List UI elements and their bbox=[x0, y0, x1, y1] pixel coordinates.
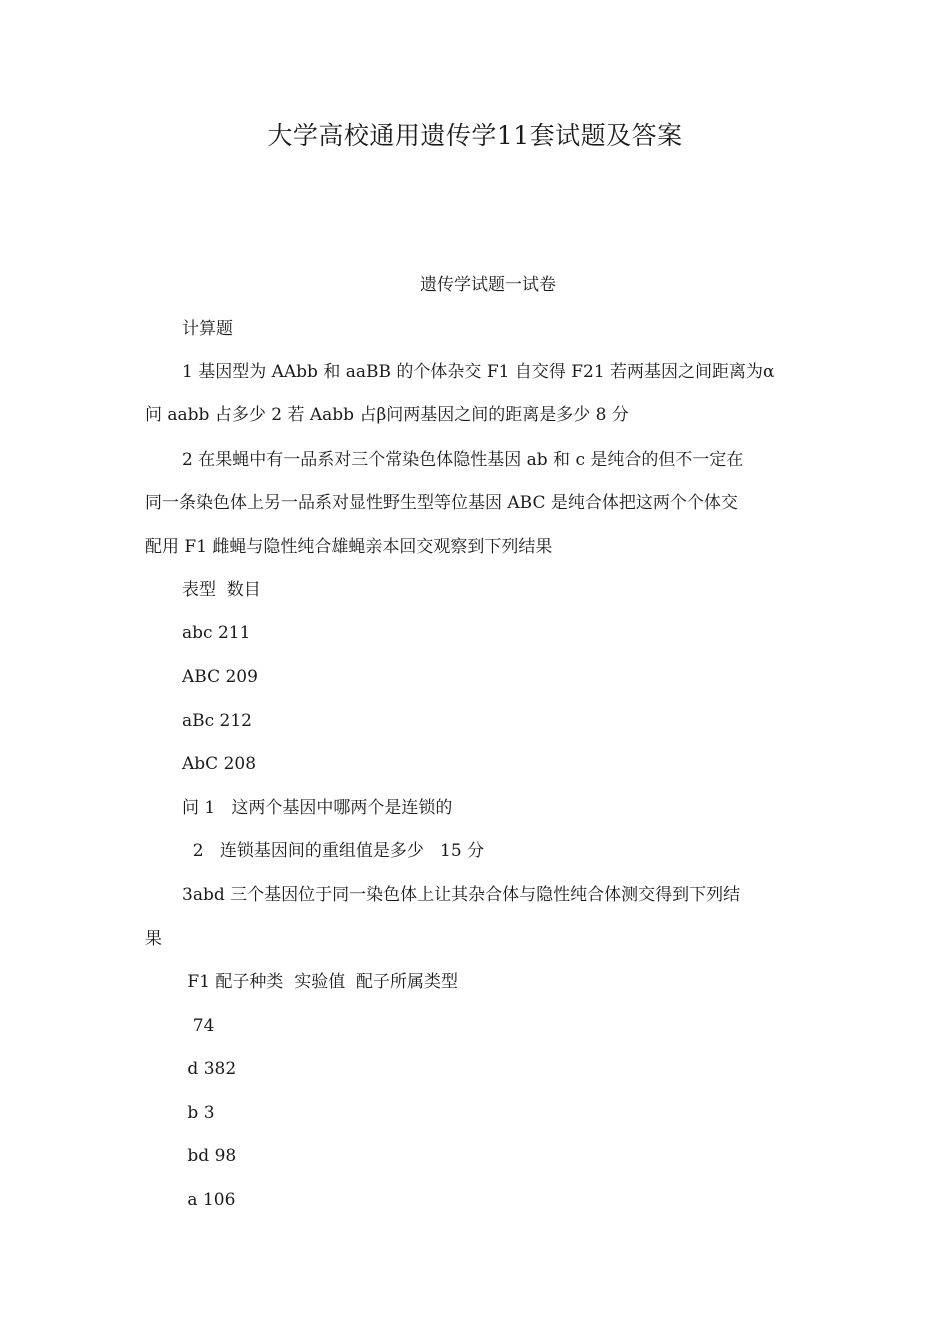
question-3-line-2: 果 bbox=[145, 929, 162, 949]
question-2-line-3: 配用 F1 雌蝇与隐性纯合雄蝇亲本回交观察到下列结果 bbox=[145, 537, 553, 557]
question-1-line-1: 1 基因型为 AAbb 和 aaBB 的个体杂交 F1 自交得 F21 若两基因之间距离为α bbox=[182, 362, 775, 382]
table-2-row: b 3 bbox=[182, 1103, 215, 1123]
document-title: 大学高校通用遗传学11套试题及答案 bbox=[267, 121, 683, 150]
section-heading: 计算题 bbox=[182, 319, 233, 339]
table-1-row: AbC 208 bbox=[182, 754, 257, 774]
table-2-row: a 106 bbox=[182, 1190, 236, 1210]
table-2-row: d 382 bbox=[182, 1059, 237, 1079]
question-1-line-2: 问 aabb 占多少 2 若 Aabb 占β问两基因之间的距离是多少 8 分 bbox=[145, 405, 629, 425]
table-2-header: F1 配子种类 实验值 配子所属类型 bbox=[182, 972, 459, 992]
question-2-line-1: 2 在果蝇中有一品系对三个常染色体隐性基因 ab 和 c 是纯合的但不一定在 bbox=[182, 450, 744, 470]
table-1-header: 表型 数目 bbox=[182, 580, 261, 600]
table-1-row: aBc 212 bbox=[182, 711, 253, 731]
question-3-line-1: 3abd 三个基因位于同一染色体上让其杂合体与隐性纯合体测交得到下列结 bbox=[182, 885, 741, 905]
table-1-row: ABC 209 bbox=[182, 667, 258, 687]
table-1-row: abc 211 bbox=[182, 623, 251, 643]
question-2-line-2: 同一条染色体上另一品系对显性野生型等位基因 ABC 是纯合体把这两个个体交 bbox=[145, 493, 738, 513]
question-2-ask-2: 2 连锁基因间的重组值是多少 15 分 bbox=[182, 841, 485, 861]
question-2-ask-1: 问 1 这两个基因中哪两个是连锁的 bbox=[182, 798, 453, 818]
table-2-row: bd 98 bbox=[182, 1146, 237, 1166]
table-2-row: 74 bbox=[182, 1016, 215, 1036]
exam-subtitle: 遗传学试题一试卷 bbox=[420, 275, 556, 295]
